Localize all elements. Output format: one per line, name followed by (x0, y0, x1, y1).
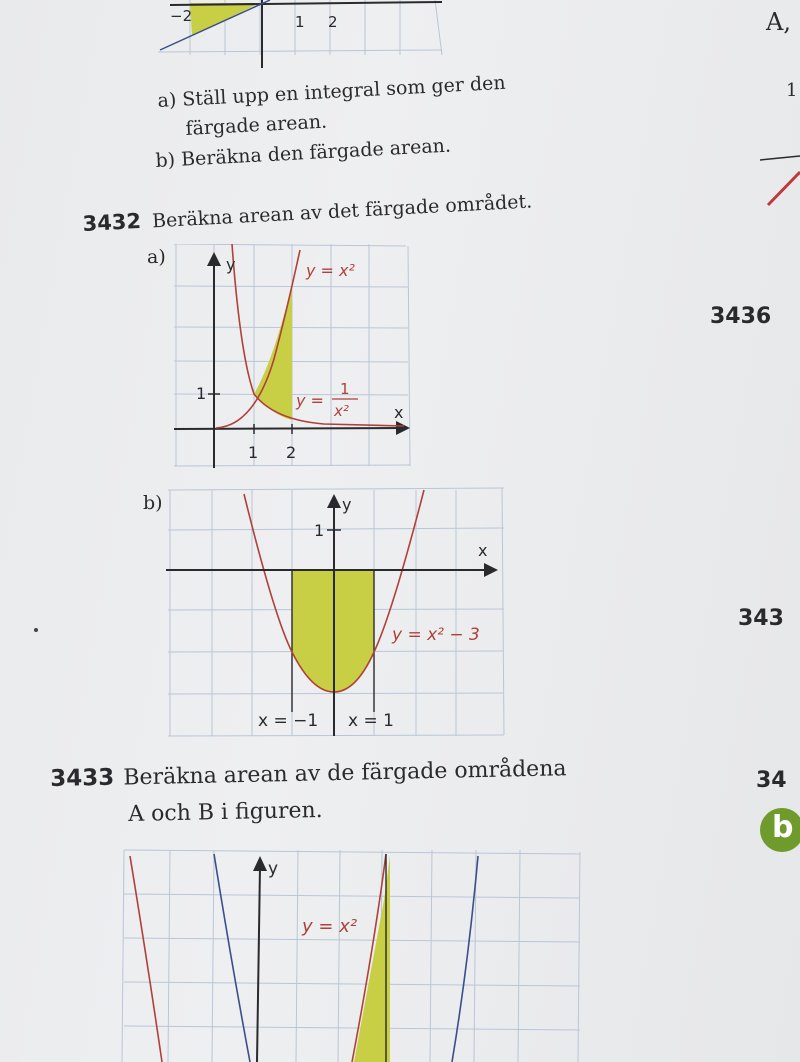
bound-label-left: x = −1 (258, 711, 319, 731)
margin-letter-a: A, (766, 8, 791, 36)
margin-number-34: 34 (756, 768, 787, 793)
margin-number-1: 1 (786, 80, 798, 101)
curve-label-inverse-num: 1 (340, 380, 350, 398)
problem-3433-heading (50, 751, 750, 792)
part-a-label: a) (147, 246, 166, 268)
margin-number-3436: 3436 (710, 304, 772, 329)
margin-red-line (758, 150, 800, 210)
figure-3433 (120, 846, 584, 1062)
margin-badge (760, 808, 800, 852)
figure-3432a (174, 244, 414, 470)
top-tick-1: 1 (295, 13, 305, 31)
problem-3433-text-line1: Beräkna arean av de färgade områdena (123, 756, 567, 791)
stray-dot (34, 628, 38, 632)
tick-y1-a: 1 (196, 384, 207, 403)
prev-part-b-text: Beräkna den färgade arean. (180, 134, 452, 171)
problem-3433-text-line2: A och B i figuren. (128, 797, 323, 827)
axis-label-x-b: x (478, 541, 488, 560)
tick-y1-b: 1 (314, 521, 325, 540)
axis-label-y-a: y (226, 255, 236, 274)
top-figure (150, 0, 450, 70)
shaded-region-3433 (354, 856, 390, 1062)
curve-label-inverse-den: x² (334, 402, 349, 420)
margin-number-343: 343 (738, 606, 784, 631)
axis-label-x-a: x (394, 403, 404, 422)
axis-label-y-b: y (342, 495, 352, 514)
curve-label-parabola-b: y = x² − 3 (392, 625, 480, 645)
curve-label-x-squared: y = x² (306, 261, 355, 280)
problem-3432-number: 3432 (82, 208, 142, 236)
curve-label-3433: y = x² (302, 916, 358, 937)
problem-3432-text: Beräkna arean av det färgade området. (151, 190, 533, 233)
margin-badge-letter: b (772, 810, 794, 845)
prev-part-a-text-line2: färgade arean. (185, 110, 328, 140)
curve-blue-left (214, 854, 250, 1062)
prev-part-b-label: b) (155, 148, 176, 172)
problem-3432-heading (82, 181, 682, 236)
prev-part-a (157, 68, 578, 112)
curve-red-left (130, 856, 162, 1062)
part-b-label: b) (143, 492, 163, 514)
bound-label-right: x = 1 (348, 711, 394, 731)
prev-part-a-text-line1: Ställ upp en integral som ger den (181, 71, 507, 111)
curve-label-inverse-lhs: y = (296, 391, 324, 410)
top-tick-2: 2 (328, 13, 338, 31)
prev-part-a-label: a) (157, 89, 177, 112)
top-tick-neg2: −2 (170, 7, 193, 25)
problem-3433-number: 3433 (50, 764, 115, 792)
tick-x1-a: 1 (248, 443, 259, 462)
tick-x2-a: 2 (286, 443, 297, 462)
axis-label-y-3433: y (268, 859, 279, 879)
figure-3432b (166, 486, 510, 742)
